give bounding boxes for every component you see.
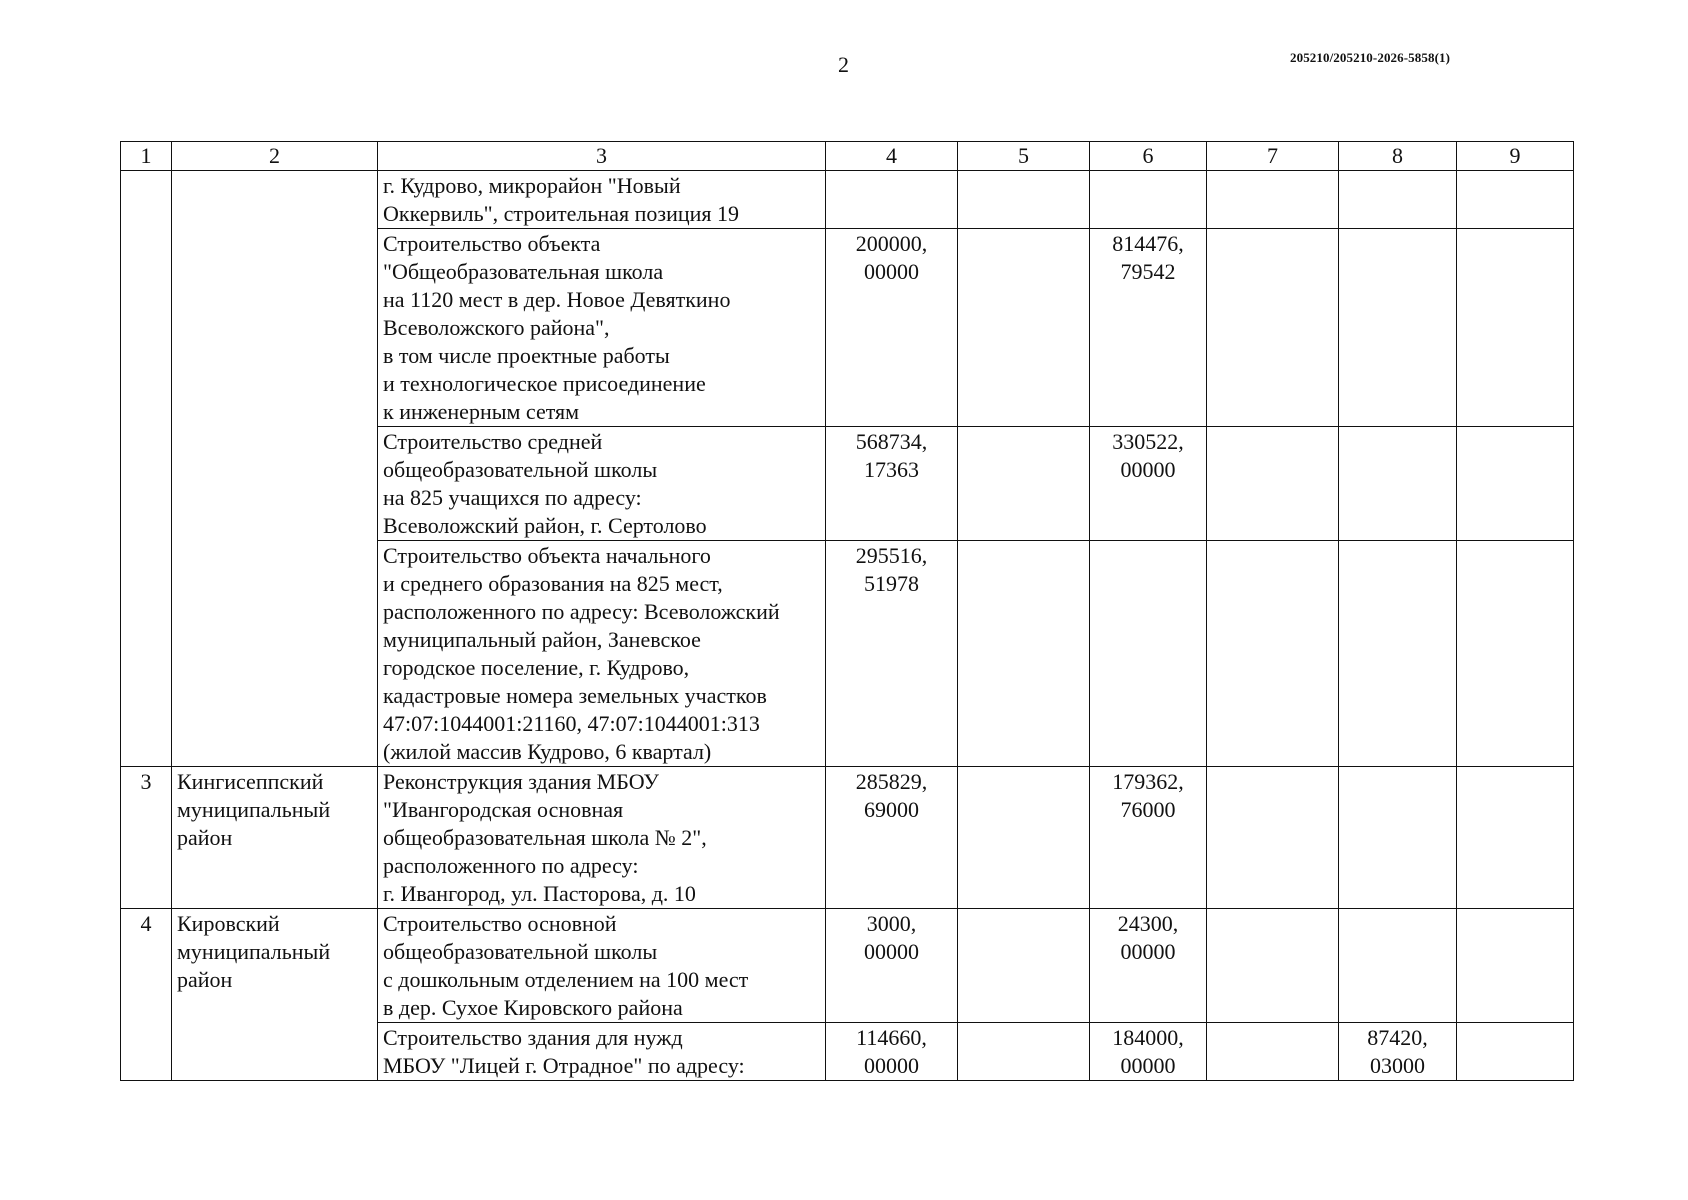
amount-col5 xyxy=(958,171,1090,229)
amount-col6: 184000, 00000 xyxy=(1090,1023,1207,1081)
amount-col5 xyxy=(958,427,1090,541)
amount-col4: 285829, 69000 xyxy=(826,767,958,909)
amount-col8 xyxy=(1339,909,1457,1023)
column-header: 4 xyxy=(826,142,958,171)
row-index-cell: 3 xyxy=(121,767,172,909)
object-description: Строительство средней общеобразовательной школы на 825 учащихся по адресу: Всеволожский район, г. Сертолово xyxy=(378,427,826,541)
column-header-row xyxy=(121,142,1574,171)
object-description: Строительство объекта "Общеобразовательная школа на 1120 мест в дер. Новое Девяткино Всеволожского района", в том числе проектные работы и технологическое присоединение к инженерным сетям xyxy=(378,229,826,427)
amount-col4: 3000, 00000 xyxy=(826,909,958,1023)
amount-col9 xyxy=(1457,229,1574,427)
amount-col8 xyxy=(1339,541,1457,767)
amount-col4: 200000, 00000 xyxy=(826,229,958,427)
budget-table xyxy=(120,141,1574,1081)
column-header: 1 xyxy=(121,142,172,171)
amount-col9 xyxy=(1457,1023,1574,1081)
amount-col7 xyxy=(1207,427,1339,541)
amount-col6: 814476, 79542 xyxy=(1090,229,1207,427)
district-cell: Кингисеппский муниципальный район xyxy=(172,767,378,909)
amount-col9 xyxy=(1457,909,1574,1023)
amount-col8 xyxy=(1339,767,1457,909)
row-index-cell: 4 xyxy=(121,909,172,1081)
amount-col7 xyxy=(1207,909,1339,1023)
column-header: 6 xyxy=(1090,142,1207,171)
column-header: 8 xyxy=(1339,142,1457,171)
object-description: Реконструкция здания МБОУ "Ивангородская основная общеобразовательная школа № 2", расположенного по адресу: г. Ивангород, ул. Пасторова, д. 10 xyxy=(378,767,826,909)
amount-col6 xyxy=(1090,541,1207,767)
amount-col9 xyxy=(1457,171,1574,229)
amount-col5 xyxy=(958,229,1090,427)
amount-col8 xyxy=(1339,427,1457,541)
amount-col8: 87420, 03000 xyxy=(1339,1023,1457,1081)
amount-col9 xyxy=(1457,427,1574,541)
amount-col7 xyxy=(1207,171,1339,229)
district-cell xyxy=(172,171,378,767)
amount-col9 xyxy=(1457,767,1574,909)
amount-col6 xyxy=(1090,171,1207,229)
amount-col4 xyxy=(826,171,958,229)
amount-col7 xyxy=(1207,767,1339,909)
amount-col6: 24300, 00000 xyxy=(1090,909,1207,1023)
amount-col5 xyxy=(958,541,1090,767)
amount-col5 xyxy=(958,767,1090,909)
amount-col6: 179362, 76000 xyxy=(1090,767,1207,909)
amount-col4: 114660, 00000 xyxy=(826,1023,958,1081)
page-number: 2 xyxy=(838,52,849,77)
amount-col4: 568734, 17363 xyxy=(826,427,958,541)
amount-col5 xyxy=(958,1023,1090,1081)
amount-col7 xyxy=(1207,541,1339,767)
object-description: г. Кудрово, микрорайон "Новый Оккервиль", строительная позиция 19 xyxy=(378,171,826,229)
amount-col9 xyxy=(1457,541,1574,767)
object-description: Строительство объекта начального и среднего образования на 825 мест, расположенного по адресу: Всеволожский муниципальный район, Заневское городское поселение, г. Кудрово, кадастровые номера земельных участков 47:07:1044001:21160, 47:07:1044001:313 (жилой массив Кудрово, 6 квартал) xyxy=(378,541,826,767)
document-code: 205210/205210-2026-5858(1) xyxy=(1290,50,1451,65)
amount-col4: 295516, 51978 xyxy=(826,541,958,767)
column-header: 3 xyxy=(378,142,826,171)
amount-col7 xyxy=(1207,1023,1339,1081)
table-row xyxy=(121,767,1574,909)
table-row xyxy=(121,909,1574,1023)
column-header: 7 xyxy=(1207,142,1339,171)
amount-col8 xyxy=(1339,229,1457,427)
district-cell: Кировский муниципальный район xyxy=(172,909,378,1081)
column-header: 9 xyxy=(1457,142,1574,171)
column-header: 2 xyxy=(172,142,378,171)
object-description: Строительство здания для нужд МБОУ "Лицей г. Отрадное" по адресу: xyxy=(378,1023,826,1081)
object-description: Строительство основной общеобразовательной школы с дошкольным отделением на 100 мест в дер. Сухое Кировского района xyxy=(378,909,826,1023)
amount-col7 xyxy=(1207,229,1339,427)
amount-col8 xyxy=(1339,171,1457,229)
amount-col6: 330522, 00000 xyxy=(1090,427,1207,541)
table-row xyxy=(121,171,1574,229)
row-index-cell xyxy=(121,171,172,767)
column-header: 5 xyxy=(958,142,1090,171)
amount-col5 xyxy=(958,909,1090,1023)
